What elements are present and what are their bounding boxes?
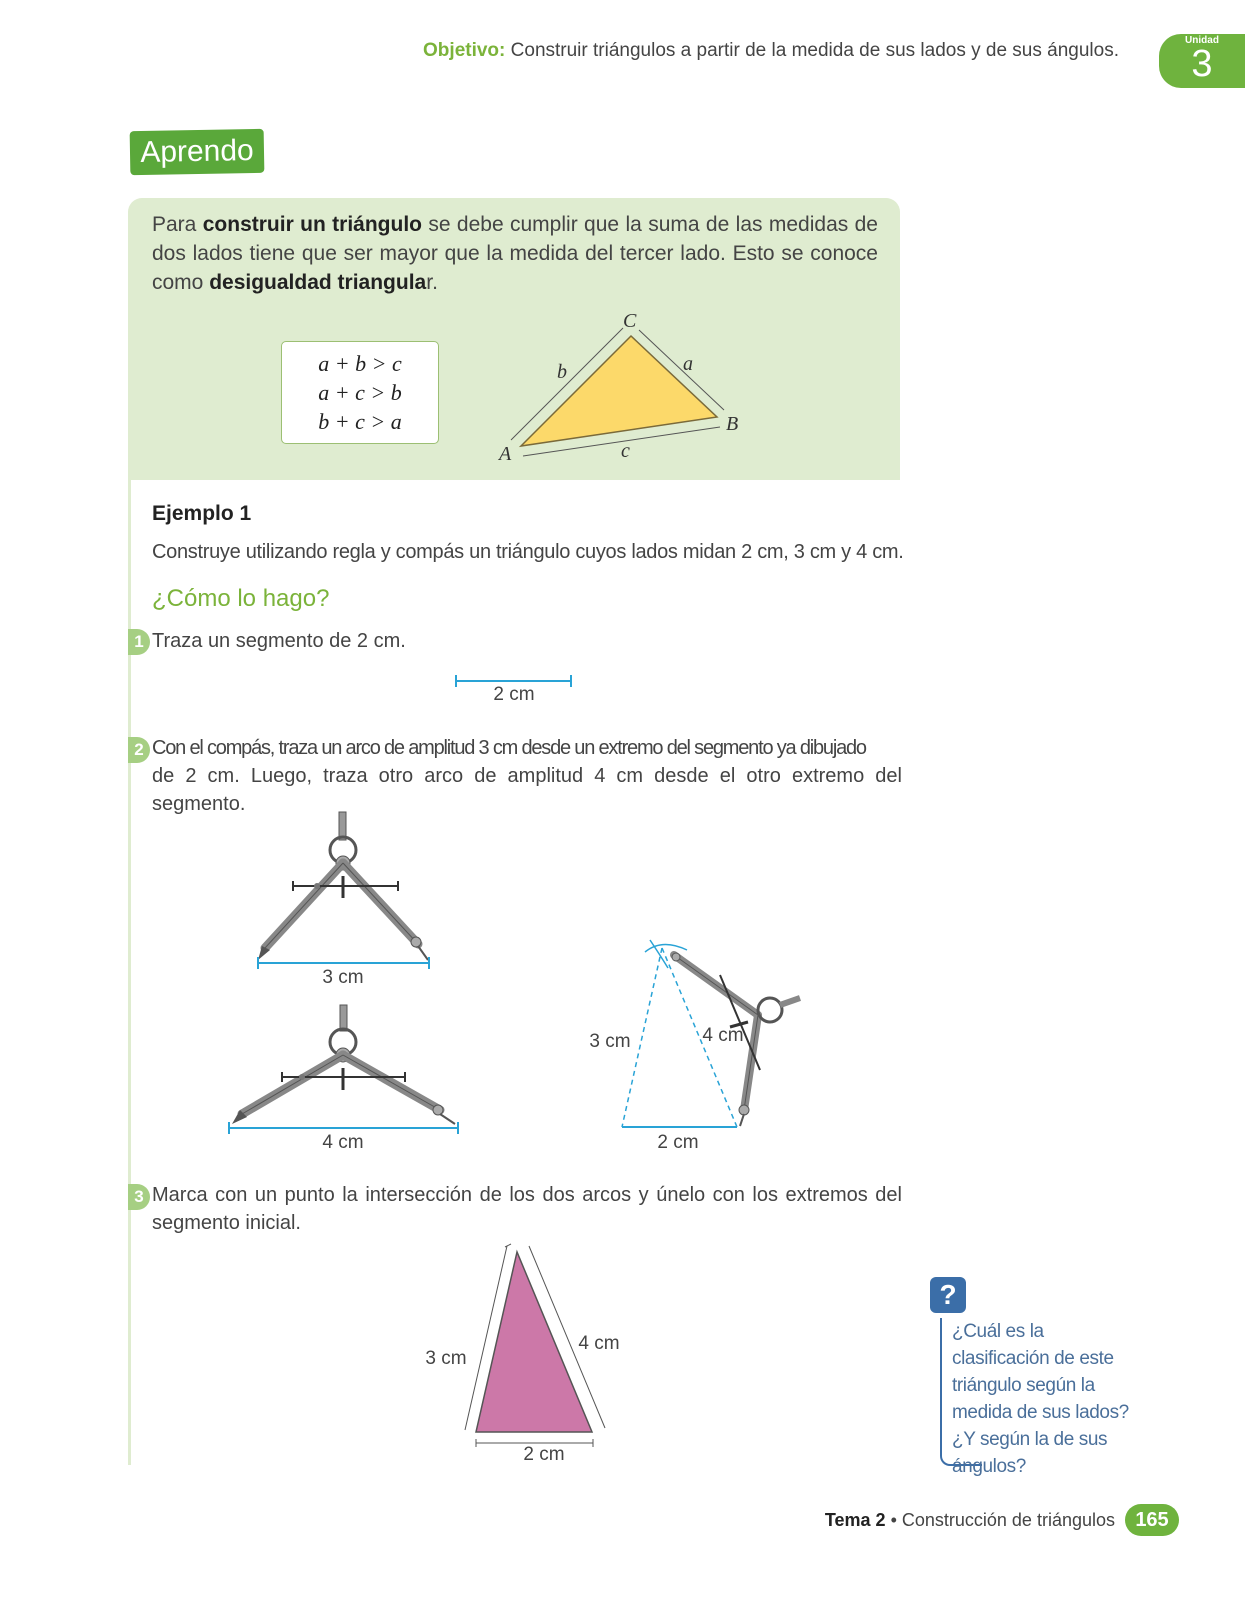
compass-4cm-label: 4 cm (322, 1132, 364, 1153)
step-number-2: 2 (128, 737, 150, 763)
footer-topic (825, 1510, 1115, 1531)
unit-number: 3 (1191, 43, 1213, 85)
how-title: ¿Cómo lo hago? (152, 585, 330, 612)
final-3cm-label: 3 cm (425, 1348, 467, 1369)
question-icon: ? (930, 1277, 966, 1313)
segment-2cm-label: 2 cm (493, 684, 535, 705)
objective-label: Objetivo: (423, 40, 506, 61)
side-label-a: a (683, 353, 693, 375)
objective-text: Construir triángulos a partir de la medida de sus lados y de sus ángulos. (510, 40, 1119, 61)
final-4cm-label: 4 cm (578, 1333, 620, 1354)
section-title: Aprendo (130, 129, 265, 175)
inequality-3: b + c > a (318, 409, 402, 434)
intro-bold-1: construir un triángulo (202, 213, 422, 236)
step-number-1: 1 (128, 629, 150, 655)
unit-label: Unidad (1185, 35, 1219, 46)
example-title: Ejemplo 1 (152, 502, 252, 525)
final-2cm-label: 2 cm (523, 1444, 565, 1465)
arc-3cm-label: 3 cm (589, 1031, 631, 1052)
step-number-3: 3 (128, 1184, 150, 1210)
step-text-2-line-2: de 2 cm. Luego, traza otro arco de amplitud 4 cm desde el otro extremo del segmento. (152, 765, 902, 815)
arc-2cm-label: 2 cm (657, 1132, 699, 1153)
intro-text-3: r. (426, 271, 438, 294)
step-text-3: Marca con un punto la intersección de los dos arcos y únelo con los extremos del segmento inicial. (152, 1184, 902, 1234)
side-label-b: b (557, 361, 567, 383)
inequality-1: a + b > c (318, 351, 402, 376)
intro-bold-2: desigualdad triangula (209, 271, 427, 294)
arc-4cm-label: 4 cm (702, 1025, 744, 1046)
side-label-c: c (621, 440, 630, 462)
intro-text-2: se debe cumplir que la suma de las medidas de dos lados tiene que ser mayor que la medida del tercer lado. Esto se conoce como (152, 213, 878, 294)
compass-3cm-label: 3 cm (322, 967, 364, 988)
step-text-1: Traza un segmento de 2 cm. (152, 630, 406, 652)
vertex-label-C: C (623, 310, 637, 332)
footer-topic-number: Tema 2 (824, 1510, 886, 1530)
example-text: Construye utilizando regla y compás un triángulo cuyos lados midan 2 cm, 3 cm y 4 cm. (152, 541, 904, 563)
question-text: ¿Cuál es la clasificación de este triángulo según la medida de sus lados? ¿Y según la de sus ángulos? (952, 1321, 1129, 1477)
vertex-label-B: B (726, 413, 739, 435)
intro-text-1: Para (152, 213, 203, 236)
footer-separator: • (885, 1510, 902, 1530)
inequality-2: a + c > b (318, 380, 402, 405)
footer-topic-title: Construcción de triángulos (901, 1510, 1115, 1530)
step-text-2-line-1: Con el compás, traza un arco de amplitud 3 cm desde un extremo del segmento ya dibujado (152, 737, 866, 759)
vertex-label-A: A (499, 443, 512, 465)
page-number: 165 (1125, 1504, 1179, 1536)
